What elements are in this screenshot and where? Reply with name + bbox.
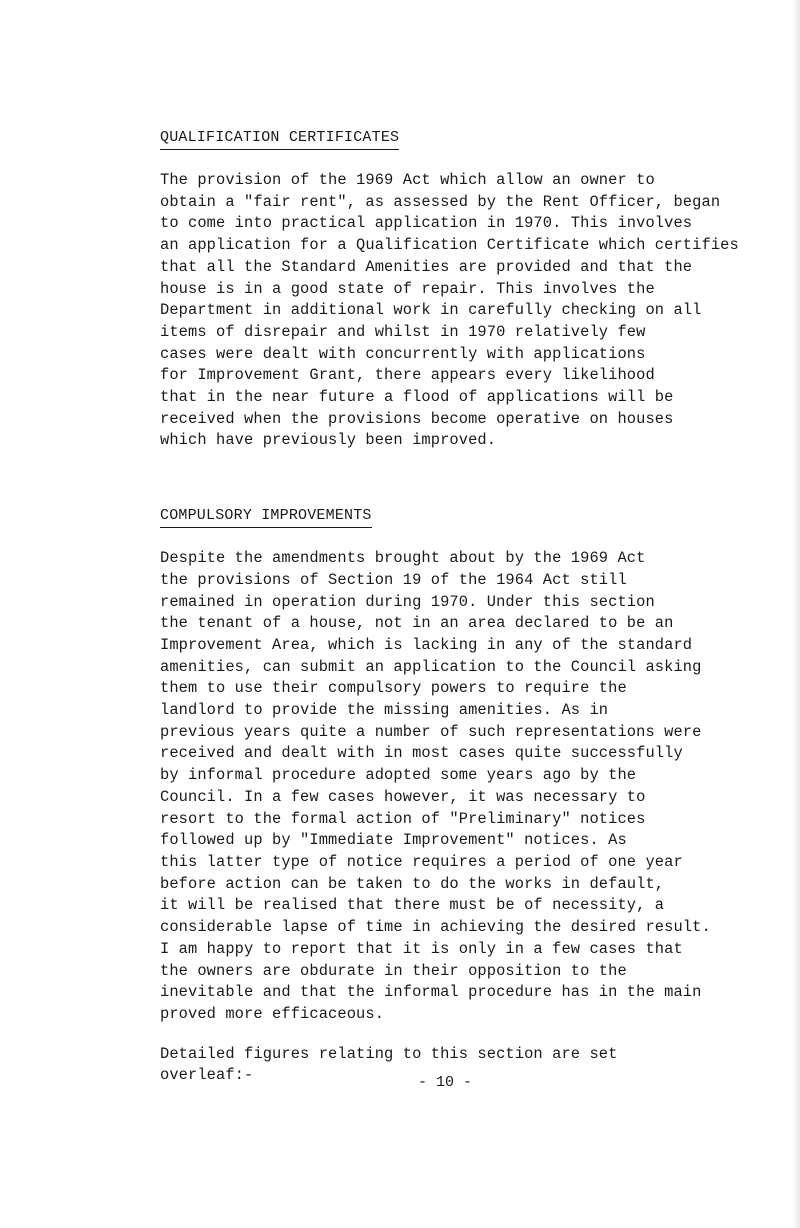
document-body xyxy=(160,128,780,1087)
closing-paragraph: Detailed figures relating to this section are set overleaf:- xyxy=(160,1044,618,1085)
section-compulsory-improvements xyxy=(160,506,780,1025)
section-qualification-certificates xyxy=(160,128,780,452)
page-edge xyxy=(792,0,800,1228)
page-number: - 10 - xyxy=(417,1074,472,1091)
section-paragraph: Despite the amendments brought about by the 1969 Act the provisions of Section 19 of the 1964 Act still remained in operation during 1970. Under this section the tenant of a house, not in an area declared to be an Improvement Area, which is lacking in any of the standard amenities, can submit an application to the Council asking them to use their compulsory powers to require the landlord to provide the missing amenities. As in previous years quite a number of such representations were received and dealt with in most cases quite successfully by informal procedure adopted some years ago by the Council. In a few cases however, it was necessary to resort to the formal action of "Preliminary" notices followed up by "Immediate Improvement" notices. As this latter type of notice requires a period of one year before action can be taken to do the works in default, it will be realised that there must be of necessity, a considerable lapse of time in achieving the desired result. I am happy to report that it is only in a few cases that the owners are obdurate in their opposition to the inevitable and that the informal procedure has in the main proved more efficaceous. xyxy=(160,549,711,1023)
section-paragraph: The provision of the 1969 Act which allow an owner to obtain a "fair rent", as assessed by the Rent Officer, began to come into practical application in 1970. This involves an application for a Qualification Certificate which certifies that all the Standard Amenities are provided and that the house is in a good state of repair. This involves the Department in additional work in carefully checking on all items of disrepair and whilst in 1970 relatively few cases were dealt with concurrently with applications for Improvement Grant, there appears every likelihood that in the near future a flood of applications will be received when the provisions become operative on houses which have previously been improved. xyxy=(160,171,739,450)
section-heading: COMPULSORY IMPROVEMENTS xyxy=(160,506,372,528)
section-heading: QUALIFICATION CERTIFICATES xyxy=(160,128,399,150)
